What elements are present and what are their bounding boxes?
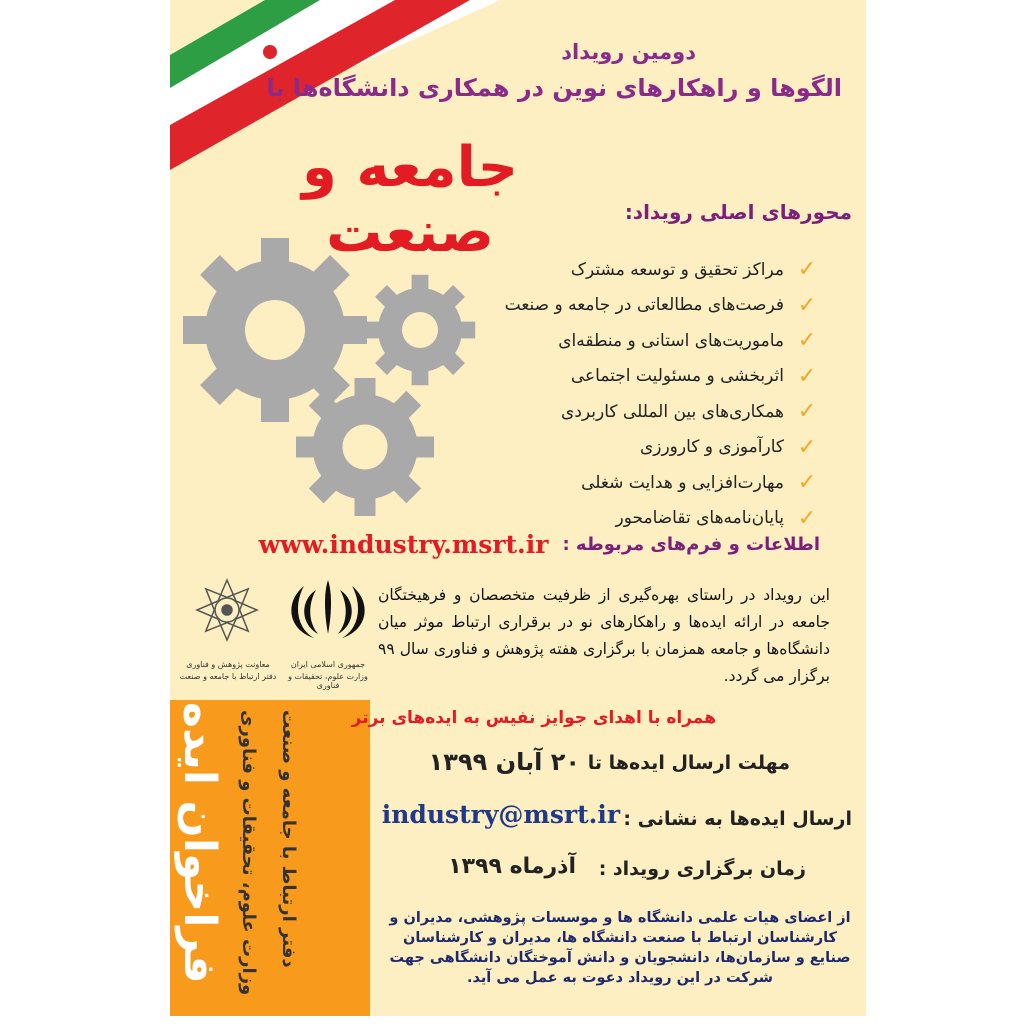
prizes-text: همراه با اهدای جوایز نفیس به ایده‌های برتر bbox=[351, 708, 716, 728]
submit-email-link[interactable]: industry@msrt.ir bbox=[381, 800, 620, 829]
ministry-name: وزارت علوم، تحقیقات و فناوری bbox=[238, 710, 259, 996]
deadline-label: مهلت ارسال ایده‌ها تا bbox=[587, 752, 790, 774]
event-date-value: آذرماه ۱۳۹۹ bbox=[448, 854, 576, 879]
check-icon: ✓ bbox=[797, 328, 817, 354]
list-item: ✓ ماموریت‌های استانی و منطقه‌ای bbox=[558, 328, 817, 354]
submit-label: ارسال ایده‌ها به نشانی : bbox=[623, 808, 852, 830]
list-item: ✓ مهارت‌افزایی و هدایت شغلی bbox=[581, 470, 817, 496]
check-icon: ✓ bbox=[797, 292, 817, 318]
event-edition: دومین رویداد bbox=[561, 40, 696, 64]
invitation-text: از اعضای هیات علمی دانشگاه ها و موسسات پژوهشی، مدیران و کارشناسان ارتباط با صنعت دانشگاه ها، مدیران و کارشناسان صنایع و سازمان‌ها، دانشجویان و دانش آموختگان دانشگاهی جهت شرکت در این رویداد دعوت به عمل می آید. bbox=[389, 910, 851, 986]
list-item: ✓ اثربخشی و مسئولیت اجتماعی bbox=[570, 363, 817, 389]
office-name: دفتر ارتباط با جامعه و صنعت bbox=[278, 710, 299, 968]
list-item: ✓ پایان‌نامه‌های تقاضامحور bbox=[615, 505, 817, 531]
bottom-section bbox=[170, 0, 866, 1016]
check-icon: ✓ bbox=[797, 257, 817, 283]
list-item: ✓ همکاری‌های بین المللی کاربردی bbox=[561, 399, 817, 425]
event-date-label: زمان برگزاری رویداد : bbox=[598, 858, 806, 880]
gov-logo-caption-1: جمهوری اسلامی ایران bbox=[290, 660, 366, 669]
event-description: این رویداد در راستای بهره‌گیری از ظرفیت متخصصان و فرهیختگان جامعه در ارائه ایده‌ها و راهکارهای نو در برقراری ارتباط موثر میان دانشگاه‌ها و جامعه همزمان با برگزاری هفته پژوهش و فناوری سال ۹۹ برگزار می گردد. bbox=[378, 586, 830, 685]
check-icon: ✓ bbox=[797, 434, 817, 460]
event-subtitle: الگوها و راهکارهای نوین در همکاری دانشگاه‌ها با bbox=[266, 74, 842, 102]
gov-logo-caption-2: وزارت علوم، تحقیقات و فناوری bbox=[288, 672, 368, 690]
check-icon: ✓ bbox=[797, 505, 817, 531]
list-item: ✓ فرصت‌های مطالعاتی در جامعه و صنعت bbox=[504, 292, 817, 318]
check-icon: ✓ bbox=[797, 399, 817, 425]
deadline-value: ۲۰ آبان ۱۳۹۹ bbox=[428, 748, 580, 776]
list-item: ✓ کارآموزی و کارورزی bbox=[639, 434, 817, 460]
website-link[interactable]: www.industry.msrt.ir bbox=[258, 530, 549, 559]
list-item: ✓ مراکز تحقیق و توسعه مشترک bbox=[570, 257, 817, 283]
check-icon: ✓ bbox=[797, 470, 817, 496]
axes-heading: محورهای اصلی رویداد: bbox=[624, 200, 852, 224]
check-icon: ✓ bbox=[797, 363, 817, 389]
research-logo-caption-1: معاونت پژوهش و فناوری bbox=[186, 660, 270, 669]
info-label: اطلاعات و فرم‌های مربوطه : bbox=[562, 534, 820, 555]
page-title: جامعه و صنعت bbox=[302, 135, 518, 265]
call-title: فراخوان ایده bbox=[174, 702, 225, 984]
research-logo-caption-2: دفتر ارتباط با جامعه و صنعت bbox=[179, 672, 277, 681]
